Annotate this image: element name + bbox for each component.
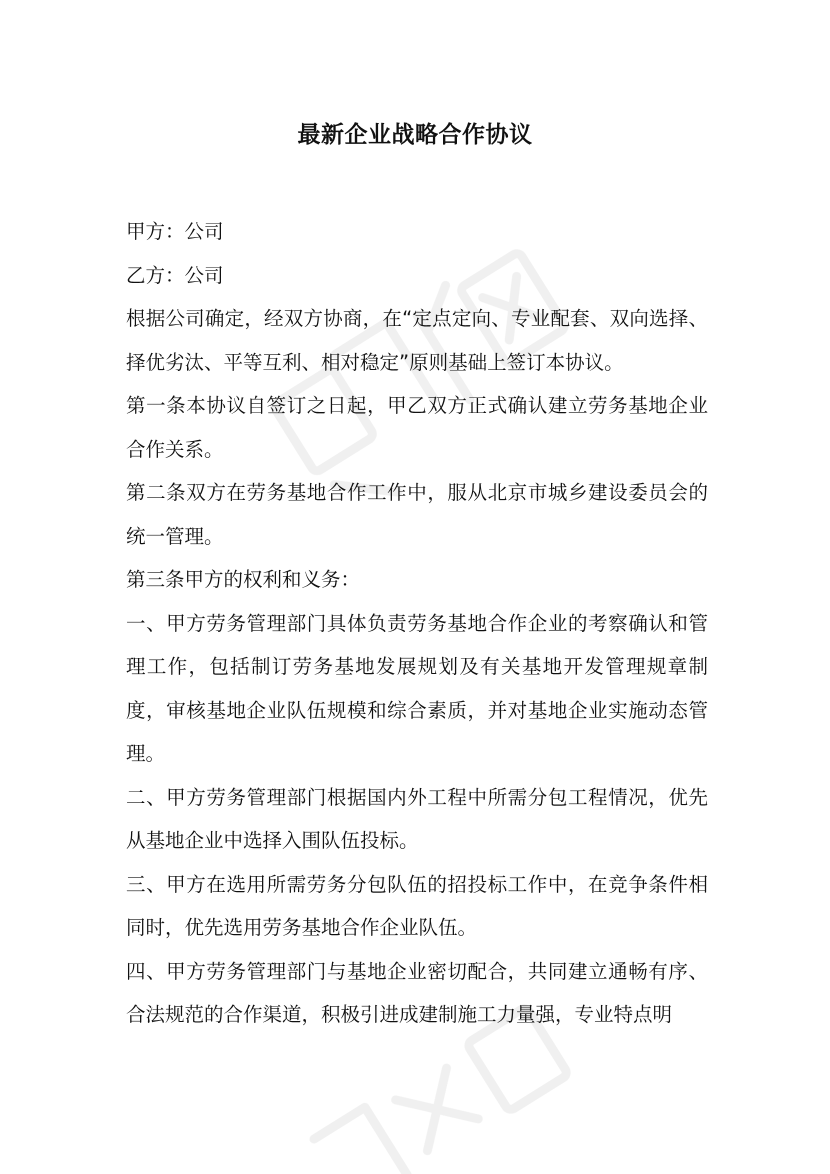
clause-2-paragraph: 二、甲方劳务管理部门根据国内外工程中所需分包工程情况，优先从基地企业中选择入围队伍投标。 (126, 785, 708, 852)
document-body (126, 210, 708, 1037)
article-3-heading: 第三条甲方的权利和义务： (126, 568, 361, 591)
party-a-line: 甲方：公司 (126, 220, 224, 243)
document-title: 最新企业战略合作协议 (297, 122, 533, 148)
preamble-paragraph: 根据公司确定，经双方协商，在“定点定向、专业配套、双向选择、择优劣汰、平等互利、相对稳定”原则基础上签订本协议。 (126, 307, 708, 374)
clause-1-paragraph: 一、甲方劳务管理部门具体负责劳务基地合作企业的考察确认和管理工作，包括制订劳务基地发展规划及有关基地开发管理规章制度，审核基地企业队伍规模和综合素质，并对基地企业实施动态管理。 (126, 611, 708, 765)
party-b-line: 乙方：公司 (126, 263, 224, 287)
clause-4-paragraph: 四、甲方劳务管理部门与基地企业密切配合，共同建立通畅有序、合法规范的合作渠道，积极引进成建制施工力量强，专业特点明 (126, 959, 708, 1026)
clause-3-paragraph: 三、甲方在选用所需劳务分包队伍的招投标工作中，在竞争条件相同时，优先选用劳务基地合作企业队伍。 (126, 872, 708, 939)
article-2-paragraph: 第二条双方在劳务基地合作工作中，服从北京市城乡建设委员会的统一管理。 (126, 481, 708, 548)
article-1-paragraph: 第一条本协议自签订之日起，甲乙双方正式确认建立劳务基地企业合作关系。 (126, 394, 708, 461)
